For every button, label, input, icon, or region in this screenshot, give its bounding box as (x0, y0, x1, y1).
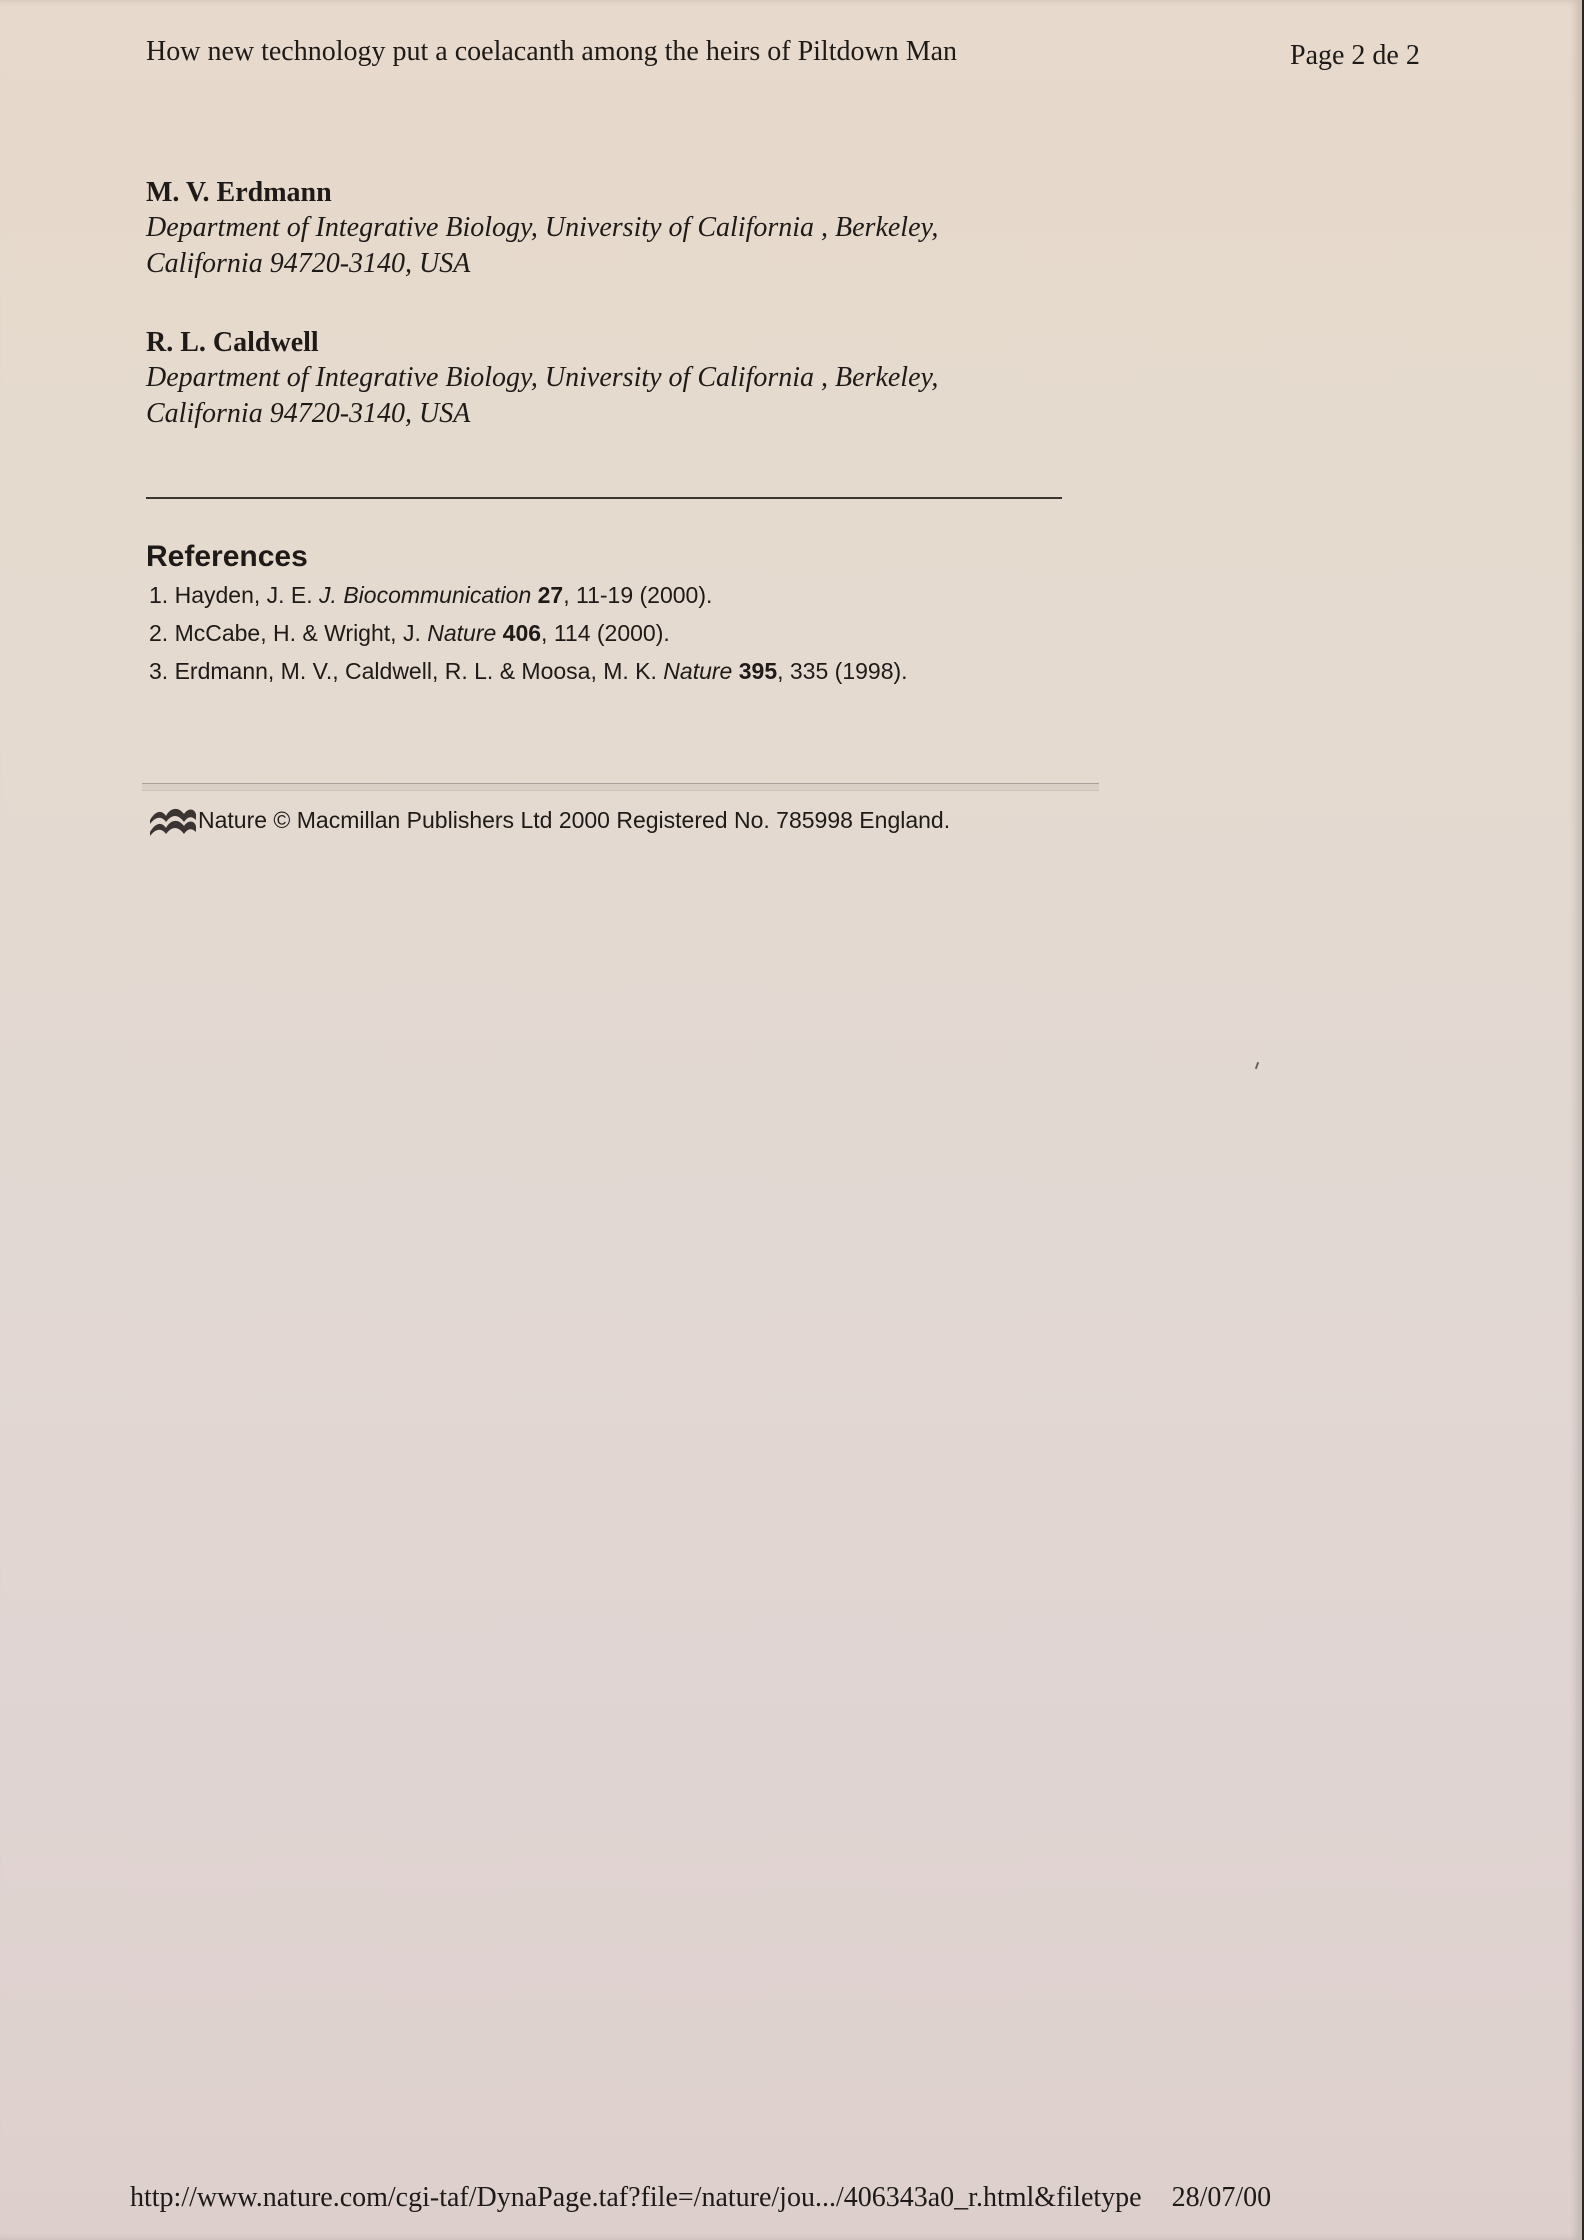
author-block-erdmann (146, 176, 1146, 282)
print-footer (130, 2182, 1271, 2214)
nature-waves-logo-icon (146, 800, 198, 840)
reference-item (149, 582, 1149, 620)
reference-volume: 27 (537, 582, 564, 608)
page-number: Page 2 de 2 (1290, 40, 1420, 71)
section-divider (146, 497, 1062, 499)
reference-pages-year: , 114 (2000). (541, 620, 670, 646)
reference-authors: Hayden, J. E. (174, 582, 313, 608)
reference-authors: Erdmann, M. V., Caldwell, R. L. & Moosa, M. K. (174, 658, 657, 684)
author-affiliation-line: Department of Integrative Biology, University of California , Berkeley, (146, 362, 939, 393)
reference-pages-year: , 335 (1998). (777, 658, 908, 684)
references-heading: References (146, 540, 308, 573)
print-date: 28/07/00 (1171, 2182, 1272, 2213)
scan-speck (1255, 1062, 1259, 1069)
author-name: R. L. Caldwell (146, 327, 319, 358)
reference-volume: 395 (738, 658, 778, 684)
reference-item (149, 658, 1149, 696)
page-header-title: How new technology put a coelacanth among the heirs of Piltdown Man (146, 36, 958, 67)
copyright-text: Nature © Macmillan Publishers Ltd 2000 Registered No. 785998 England. (198, 806, 951, 833)
reference-pages-year: , 11-19 (2000). (563, 582, 713, 608)
reference-journal: Nature (427, 620, 497, 646)
author-affiliation-line: Department of Integrative Biology, University of California , Berkeley, (146, 212, 939, 243)
page-url: http://www.nature.com/cgi-taf/DynaPage.taf?file=/nature/jou.../406343a0_r.html&filetype (130, 2182, 1142, 2213)
reference-journal: J. Biocommunication (319, 582, 532, 608)
reference-journal: Nature (663, 658, 733, 684)
reference-item (149, 620, 1149, 658)
reference-number: 3. (149, 658, 169, 684)
author-affiliation-line: California 94720-3140, USA (146, 398, 471, 429)
reference-number: 2. (149, 620, 169, 646)
author-affiliation-line: California 94720-3140, USA (146, 248, 471, 279)
copyright-divider (142, 783, 1099, 791)
copyright-line (146, 800, 950, 840)
author-block-caldwell (146, 326, 1146, 432)
reference-volume: 406 (502, 620, 542, 646)
author-name: M. V. Erdmann (146, 177, 332, 208)
reference-authors: McCabe, H. & Wright, J. (174, 620, 421, 646)
reference-number: 1. (149, 582, 169, 608)
references-list (149, 582, 1149, 696)
